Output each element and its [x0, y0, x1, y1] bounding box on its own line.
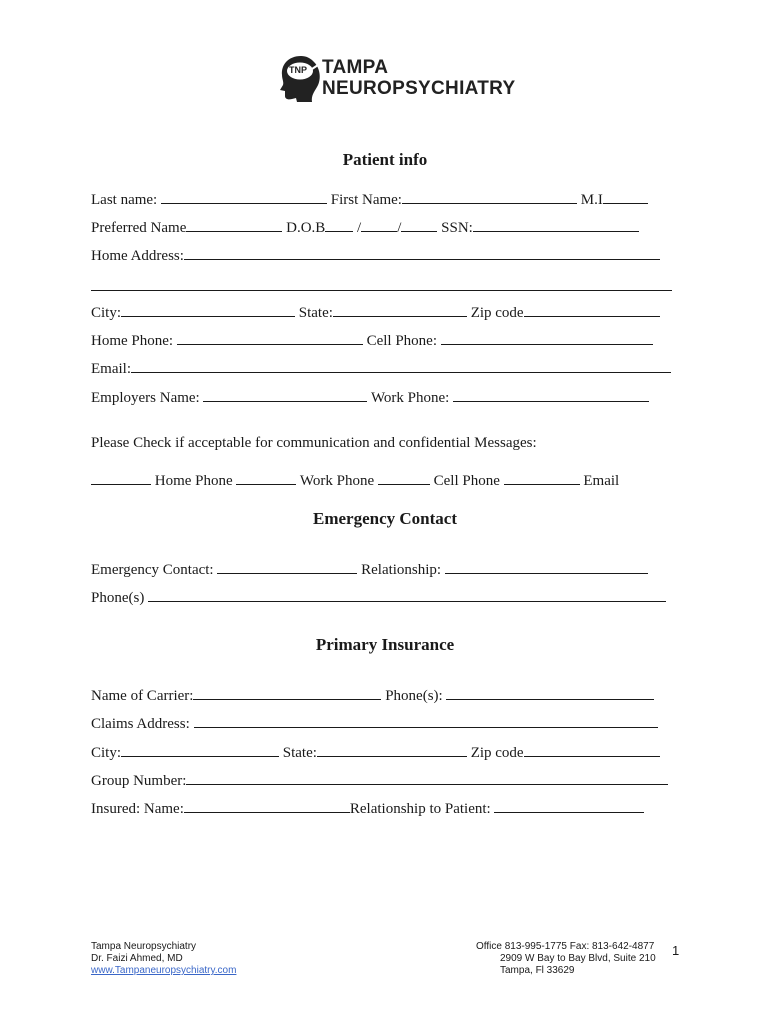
- state-field[interactable]: [333, 303, 467, 317]
- email-row: [91, 359, 671, 378]
- mi-field[interactable]: [603, 190, 648, 204]
- emergency-contact-label: Emergency Contact:: [91, 562, 214, 578]
- head-profile-icon: [278, 54, 324, 102]
- footer-website-link[interactable]: www.Tampaneuropsychiatry.com: [91, 965, 237, 976]
- first-name-label: First Name:: [330, 192, 402, 208]
- ssn-field[interactable]: [473, 218, 639, 232]
- insured-row: [91, 799, 644, 818]
- emergency-row: [91, 560, 648, 579]
- cell-phone-label: Cell Phone:: [366, 333, 437, 349]
- home-phone-field[interactable]: [177, 331, 363, 345]
- city-field[interactable]: [121, 303, 295, 317]
- logo-badge: TNP: [289, 65, 307, 75]
- dob-slash-2: /: [397, 220, 402, 236]
- opt-cell-phone-label: Cell Phone: [433, 473, 500, 489]
- footer-org: Tampa Neuropsychiatry: [91, 941, 197, 952]
- home-address-label: Home Address:: [91, 248, 184, 264]
- employers-name-field[interactable]: [203, 388, 367, 402]
- last-name-field[interactable]: [161, 190, 327, 204]
- employers-name-label: Employers Name:: [91, 390, 200, 406]
- relationship-to-patient-field[interactable]: [494, 799, 644, 813]
- last-name-label: Last name:: [91, 192, 158, 208]
- patient-info-heading: Patient info: [342, 150, 428, 169]
- footer-street: 2909 W Bay to Bay Blvd, Suite 210: [500, 953, 656, 964]
- group-number-label: Group Number:: [91, 773, 187, 789]
- work-phone-field[interactable]: [453, 388, 649, 402]
- home-phone-label: Home Phone:: [91, 333, 174, 349]
- opt-email-label: Email: [583, 473, 620, 489]
- mi-label: M.I: [580, 192, 603, 208]
- preferred-row: [91, 218, 639, 237]
- employer-row: [91, 388, 649, 407]
- group-number-row: [91, 771, 668, 790]
- carrier-field[interactable]: [193, 686, 381, 700]
- emergency-phones-field[interactable]: [148, 588, 666, 602]
- dob-month-field[interactable]: [325, 218, 353, 232]
- email-checkbox[interactable]: [504, 471, 580, 485]
- insurance-phones-label: Phone(s):: [385, 688, 443, 704]
- emergency-relationship-field[interactable]: [445, 560, 648, 574]
- phone-row: [91, 331, 653, 350]
- insured-name-label: Insured: Name:: [91, 801, 184, 817]
- group-number-field[interactable]: [186, 771, 668, 785]
- email-label: Email:: [91, 361, 131, 377]
- work-phone-checkbox[interactable]: [236, 471, 296, 485]
- first-name-field[interactable]: [402, 190, 577, 204]
- logo-line-1: TAMPA: [322, 57, 389, 78]
- footer-doctor: Dr. Faizi Ahmed, MD: [91, 953, 183, 964]
- state-label: State:: [298, 305, 333, 321]
- email-field[interactable]: [131, 359, 671, 373]
- work-phone-label: Work Phone:: [370, 390, 450, 406]
- carrier-label: Name of Carrier:: [91, 688, 194, 704]
- emergency-contact-field[interactable]: [217, 560, 357, 574]
- insurance-city-row: [91, 743, 660, 762]
- page-number: 1: [672, 943, 680, 958]
- claims-address-row: [91, 714, 658, 733]
- home-phone-checkbox[interactable]: [91, 471, 151, 485]
- insurance-city-label: City:: [91, 745, 122, 761]
- preferred-name-label: Preferred Name: [91, 220, 187, 236]
- emergency-relationship-label: Relationship:: [361, 562, 442, 578]
- insurance-phones-field[interactable]: [446, 686, 654, 700]
- home-address-row: [91, 246, 660, 265]
- footer-left: [91, 941, 236, 977]
- emergency-phones-label: Phone(s): [91, 590, 145, 606]
- dob-year-field[interactable]: [401, 218, 437, 232]
- city-label: City:: [91, 305, 122, 321]
- logo-line-2: NEUROPSYCHIATRY: [322, 78, 516, 99]
- insurance-city-field[interactable]: [121, 743, 279, 757]
- relationship-to-patient-label: Relationship to Patient:: [349, 801, 491, 817]
- zip-label: Zip code: [470, 305, 524, 321]
- insurance-state-field[interactable]: [317, 743, 467, 757]
- home-address-line-2[interactable]: [91, 290, 672, 291]
- zip-field[interactable]: [524, 303, 660, 317]
- insurance-state-label: State:: [282, 745, 317, 761]
- dob-day-field[interactable]: [361, 218, 397, 232]
- claims-address-field[interactable]: [194, 714, 658, 728]
- contact-preferences-row: [91, 471, 619, 490]
- footer-city: Tampa, Fl 33629: [500, 965, 575, 976]
- home-address-field[interactable]: [184, 246, 660, 260]
- insured-name-field[interactable]: [184, 799, 350, 813]
- emergency-contact-heading: Emergency Contact: [313, 509, 457, 528]
- check-note: Please Check if acceptable for communication and confidential Messages:: [91, 435, 537, 451]
- insurance-zip-label: Zip code: [470, 745, 524, 761]
- dob-slash-1: /: [357, 220, 362, 236]
- carrier-row: [91, 686, 654, 705]
- opt-home-phone-label: Home Phone: [154, 473, 233, 489]
- primary-insurance-heading: Primary Insurance: [315, 635, 455, 654]
- preferred-name-field[interactable]: [186, 218, 282, 232]
- city-row: [91, 303, 660, 322]
- dob-label: D.O.B: [286, 220, 326, 236]
- cell-phone-checkbox[interactable]: [378, 471, 430, 485]
- name-row: [91, 190, 648, 209]
- emergency-phones-row: [91, 588, 666, 607]
- insurance-zip-field[interactable]: [524, 743, 660, 757]
- claims-address-label: Claims Address:: [91, 716, 190, 732]
- cell-phone-field[interactable]: [441, 331, 653, 345]
- ssn-label: SSN:: [441, 220, 473, 236]
- footer-office: Office 813-995-1775 Fax: 813-642-4877: [476, 941, 655, 952]
- opt-work-phone-label: Work Phone: [299, 473, 375, 489]
